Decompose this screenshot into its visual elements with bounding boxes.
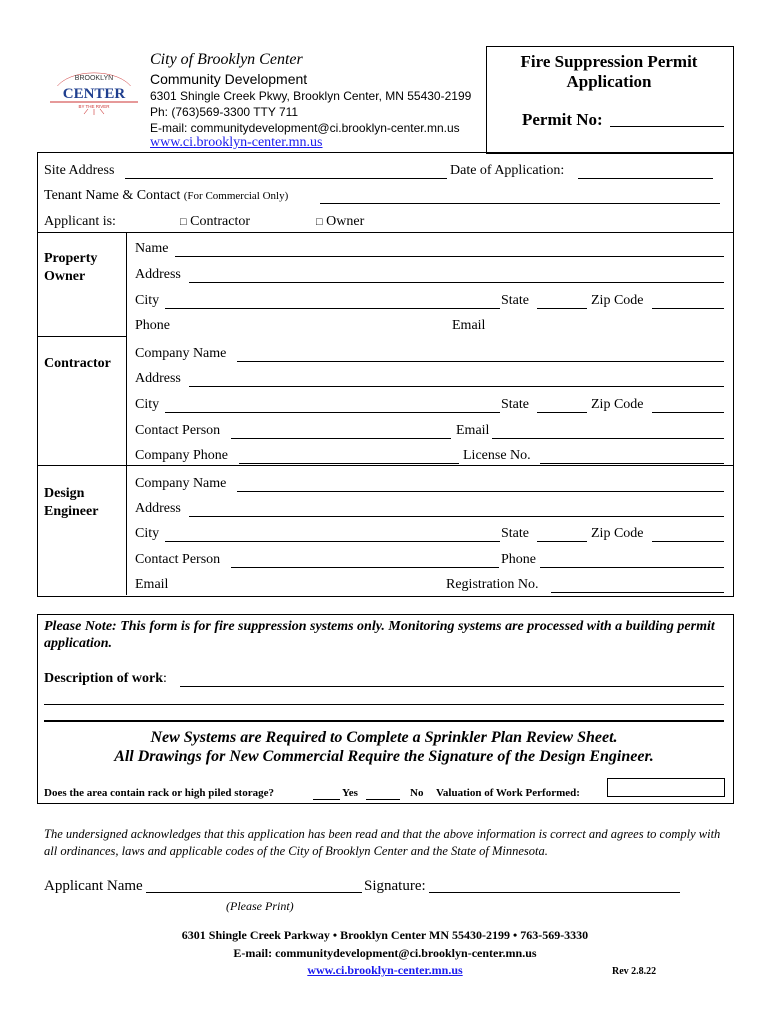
rack-no-field[interactable] (366, 799, 400, 800)
contractor-company-label: Company Name (135, 346, 227, 361)
form-title-line2: Application (566, 72, 652, 91)
engineer-city-field[interactable] (165, 541, 500, 542)
permit-no-field[interactable] (610, 126, 724, 127)
engineer-contact-label: Contact Person (135, 552, 221, 567)
divider (37, 465, 127, 466)
city-logo (44, 66, 144, 116)
rack-no-label: No (410, 787, 424, 799)
tenant-label (44, 188, 288, 204)
engineer-email-label: Email (135, 577, 169, 592)
engineer-company-label: Company Name (135, 476, 227, 491)
property-owner-section-label: Property Owner (44, 251, 98, 284)
applicant-name-field[interactable] (146, 892, 362, 893)
header-address: 6301 Shingle Creek Pkwy, Brooklyn Center, MN 55430-2199 (150, 89, 472, 103)
valuation-field[interactable] (607, 778, 725, 797)
footer-address: 6301 Shingle Creek Parkway • Brooklyn Center MN 55430-2199 • 763-569-3330 (181, 928, 589, 942)
owner-option-label: Owner (326, 214, 365, 229)
rack-storage-question: Does the area contain rack or high piled storage? (44, 787, 274, 799)
footer-web-link[interactable]: www.ci.brooklyn-center.mn.us (307, 963, 463, 977)
revision-label: Rev 2.8.22 (612, 966, 657, 977)
please-print-note: (Please Print) (226, 899, 294, 913)
design-engineer-section-label: Design Engineer (44, 486, 99, 519)
please-note: Please Note: This form is for fire suppression systems only. Monitoring systems are processed with a building permit application. (44, 619, 715, 651)
site-address-label: Site Address (44, 163, 115, 178)
header-web-link[interactable]: www.ci.brooklyn-center.mn.us (150, 135, 323, 150)
contractor-state-label: State (501, 397, 529, 412)
owner-checkbox[interactable]: □ Owner (316, 214, 365, 229)
engineer-city-label: City (135, 526, 160, 541)
contractor-company-field[interactable] (237, 361, 724, 362)
contractor-license-label: License No. (463, 448, 531, 463)
contractor-section-label: Contractor (44, 356, 111, 371)
engineer-zip-label: Zip Code (591, 526, 644, 541)
contractor-license-field[interactable] (540, 463, 724, 464)
header-email: E-mail: communitydevelopment@ci.brooklyn-center.mn.us (150, 121, 460, 135)
contractor-address-label: Address (135, 371, 181, 386)
divider (37, 232, 733, 233)
rack-yes-field[interactable] (313, 799, 340, 800)
owner-name-field[interactable] (175, 256, 724, 257)
owner-address-label: Address (135, 267, 181, 282)
logo-sub-text: BY THE RIVER (78, 104, 110, 109)
engineer-reg-field[interactable] (551, 592, 724, 593)
contractor-city-label: City (135, 397, 160, 412)
owner-address-field[interactable] (189, 282, 724, 283)
engineer-company-field[interactable] (237, 491, 724, 492)
description-field-2[interactable] (44, 704, 724, 705)
contractor-city-field[interactable] (165, 412, 500, 413)
header-dept: Community Development (150, 71, 308, 87)
owner-state-field[interactable] (537, 308, 587, 309)
engineer-phone-field[interactable] (540, 567, 724, 568)
contractor-zip-label: Zip Code (591, 397, 644, 412)
contractor-address-field[interactable] (189, 386, 724, 387)
divider (37, 336, 127, 337)
form-title-line1: Fire Suppression Permit (520, 52, 698, 71)
valuation-label: Valuation of Work Performed: (436, 787, 580, 799)
description-field-3[interactable] (44, 720, 724, 722)
date-application-label: Date of Application: (450, 163, 565, 178)
tenant-label-text: Tenant Name & Contact (44, 188, 181, 203)
engineer-reg-label: Registration No. (446, 577, 539, 592)
divider (126, 232, 127, 595)
footer-email: E-mail: communitydevelopment@ci.brooklyn-center.mn.us (233, 946, 537, 960)
header-city: City of Brooklyn Center (150, 51, 303, 68)
date-application-field[interactable] (578, 178, 713, 179)
acknowledgement-text: The undersigned acknowledges that this application has been read and that the above information is correct and agrees to comply with all ordinances, laws and applicable codes of the City of Brooklyn Center and the State of Minnesota. (44, 827, 721, 858)
owner-email-label: Email (452, 318, 486, 333)
signature-field[interactable] (429, 892, 680, 893)
applicant-is-label: Applicant is: (44, 214, 116, 229)
requirement-line-1: New Systems are Required to Complete a Sprinkler Plan Review Sheet. (150, 729, 618, 746)
engineer-address-field[interactable] (189, 516, 724, 517)
logo-top-text: BROOKLYN (74, 75, 114, 82)
tenant-note: (For Commercial Only) (183, 190, 289, 202)
description-label-text: Description of work (44, 671, 163, 686)
signature-label: Signature: (364, 878, 426, 894)
owner-city-label: City (135, 293, 160, 308)
owner-zip-field[interactable] (652, 308, 724, 309)
engineer-state-label: State (501, 526, 529, 541)
tenant-field[interactable] (320, 203, 720, 204)
contractor-email-label: Email (456, 423, 490, 438)
contractor-zip-field[interactable] (652, 412, 724, 413)
divider (126, 465, 733, 466)
contractor-contact-label: Contact Person (135, 423, 221, 438)
engineer-phone-label: Phone (501, 552, 536, 567)
header-phone: Ph: (763)569-3300 TTY 711 (150, 105, 299, 119)
applicant-name-label: Applicant Name (44, 878, 143, 894)
owner-state-label: State (501, 293, 529, 308)
engineer-address-label: Address (135, 501, 181, 516)
description-label: Description of work: (44, 671, 167, 686)
rack-yes-label: Yes (342, 787, 358, 799)
contractor-checkbox[interactable]: □ Contractor (180, 214, 251, 229)
owner-name-label: Name (135, 241, 169, 256)
site-address-field[interactable] (125, 178, 447, 179)
engineer-contact-field[interactable] (231, 567, 499, 568)
engineer-zip-field[interactable] (652, 541, 724, 542)
contractor-phone-label: Company Phone (135, 448, 228, 463)
requirement-line-2: All Drawings for New Commercial Require the Signature of the Design Engineer. (114, 748, 654, 765)
owner-city-field[interactable] (165, 308, 500, 309)
permit-no-label: Permit No: (522, 110, 603, 129)
contractor-phone-field[interactable] (239, 463, 459, 464)
contractor-contact-field[interactable] (231, 438, 451, 439)
description-field-1[interactable] (180, 686, 724, 687)
owner-phone-label: Phone (135, 318, 170, 333)
owner-zip-label: Zip Code (591, 293, 644, 308)
contractor-email-field[interactable] (492, 438, 724, 439)
contractor-state-field[interactable] (537, 412, 587, 413)
engineer-state-field[interactable] (537, 541, 587, 542)
contractor-option-label: Contractor (190, 214, 251, 229)
logo-main-text: CENTER (62, 86, 126, 102)
